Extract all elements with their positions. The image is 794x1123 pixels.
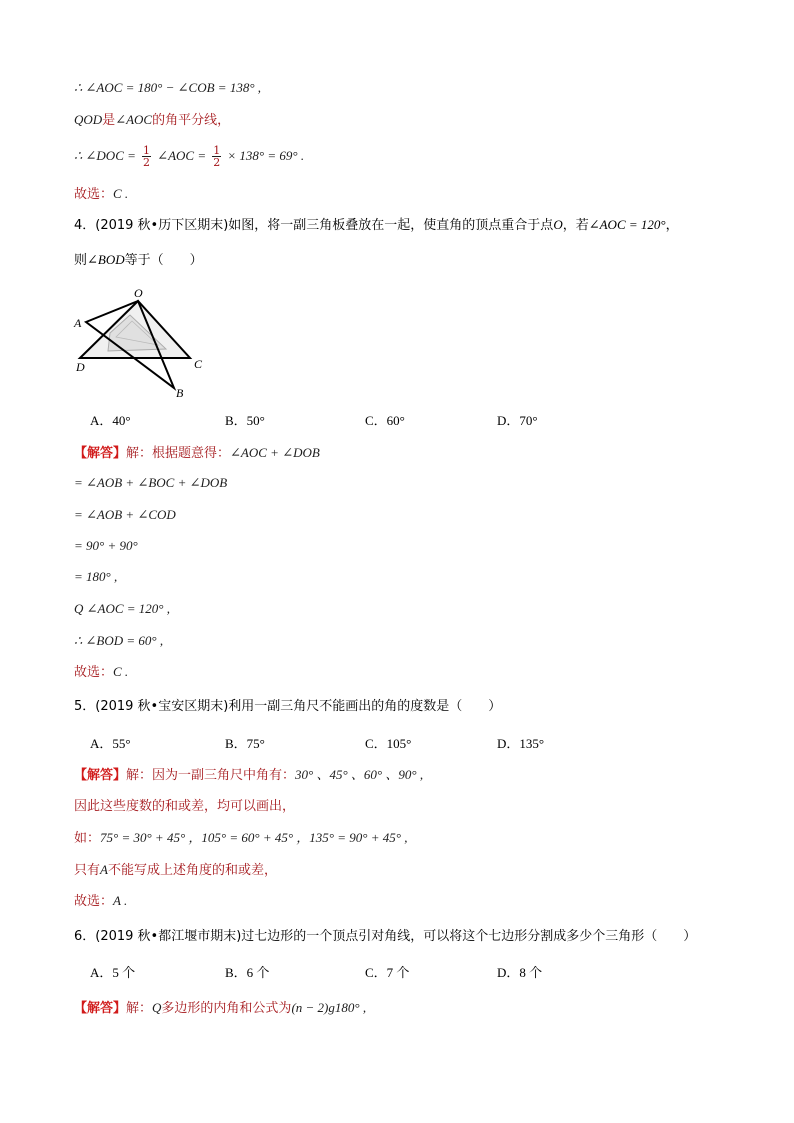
label-O: O bbox=[134, 286, 143, 300]
q4-option-a[interactable]: A．40° bbox=[90, 413, 131, 428]
q4-sol-line-7: ∴ ∠BOD = 60° , bbox=[74, 633, 164, 648]
q5-option-a[interactable]: A．55° bbox=[90, 736, 131, 751]
sol3-line-1: ∴ ∠AOC = 180° − ∠COB = 138° , bbox=[74, 80, 262, 95]
set-squares-figure bbox=[72, 285, 212, 405]
fraction-half-1: $\frac{1}{2}$ bbox=[143, 144, 151, 169]
label-C: C bbox=[194, 357, 203, 371]
q5-sol-line-3: 如：75° = 30° + 45° ，105° = 60° + 45° ，135° = 90° + 45° , bbox=[74, 830, 408, 846]
q6-option-b[interactable]: B．6 个 bbox=[225, 965, 270, 980]
q4-option-b[interactable]: B．50° bbox=[225, 413, 265, 428]
sol3-line-2: QOD是∠AOC的角平分线， bbox=[74, 112, 231, 128]
q4-option-c[interactable]: C．60° bbox=[365, 413, 405, 428]
q5-sol-line-4: 只有A不能写成上述角度的和或差， bbox=[74, 862, 277, 878]
q4-sol-line-2: = ∠AOB + ∠BOC + ∠DOB bbox=[74, 475, 228, 490]
q4-sol-line-1: 【解答】解：根据题意得：∠AOC + ∠DOB bbox=[74, 445, 320, 461]
q4-stem-line-2: 则∠BOD等于（ ） bbox=[74, 252, 203, 268]
label-B: B bbox=[176, 386, 184, 400]
q4-sol-line-4: = 90° + 90° bbox=[74, 538, 138, 553]
label-D: D bbox=[76, 360, 85, 374]
q4-sol-line-5: = 180° , bbox=[74, 569, 118, 584]
q5-sol-line-2: 因此这些度数的和或差，均可以画出， bbox=[74, 799, 296, 814]
fraction-half-2: $\frac{1}{2}$ bbox=[213, 144, 221, 169]
q6-stem: 6．(2019 秋•都江堰市期末)过七边形的一个顶点引对角线，可以将这个七边形分割成多少个三角形（ ） bbox=[74, 929, 697, 944]
q5-option-c[interactable]: C．105° bbox=[365, 736, 412, 751]
q6-option-a[interactable]: A．5 个 bbox=[90, 965, 136, 980]
q6-sol-line-1: 【解答】解：Q多边形的内角和公式为(n − 2)g180° , bbox=[74, 1000, 367, 1016]
q6-option-c[interactable]: C．7 个 bbox=[365, 965, 410, 980]
q5-option-d[interactable]: D．135° bbox=[497, 736, 545, 751]
q4-stem-line-1: 4．(2019 秋•历下区期末)如图，将一副三角板叠放在一起，使直角的顶点重合于点O，若∠AOC = 120°， bbox=[74, 217, 679, 233]
sol3-line-3: ∴ ∠DOC = $\frac{1}{2}$ ∠AOC = $\frac{1}{2}$ × 138° = 69° . bbox=[74, 144, 305, 169]
q5-sol-line-1: 【解答】解：因为一副三角尺中角有：30° 、45° 、60° 、90° , bbox=[74, 767, 424, 783]
label-A: A bbox=[74, 316, 82, 330]
q5-option-b[interactable]: B．75° bbox=[225, 736, 265, 751]
q5-sol-line-5: 故选：A . bbox=[74, 893, 128, 909]
q5-stem: 5．(2019 秋•宝安区期末)利用一副三角尺不能画出的角的度数是（ ） bbox=[74, 699, 502, 714]
q4-sol-line-6: Q ∠AOC = 120° , bbox=[74, 601, 171, 616]
q4-option-d[interactable]: D．70° bbox=[497, 413, 538, 428]
sol3-line-4: 故选：C . bbox=[74, 186, 129, 202]
q4-sol-line-8: 故选：C . bbox=[74, 664, 129, 680]
q4-sol-line-3: = ∠AOB + ∠COD bbox=[74, 507, 176, 522]
q6-option-d[interactable]: D．8 个 bbox=[497, 965, 543, 980]
